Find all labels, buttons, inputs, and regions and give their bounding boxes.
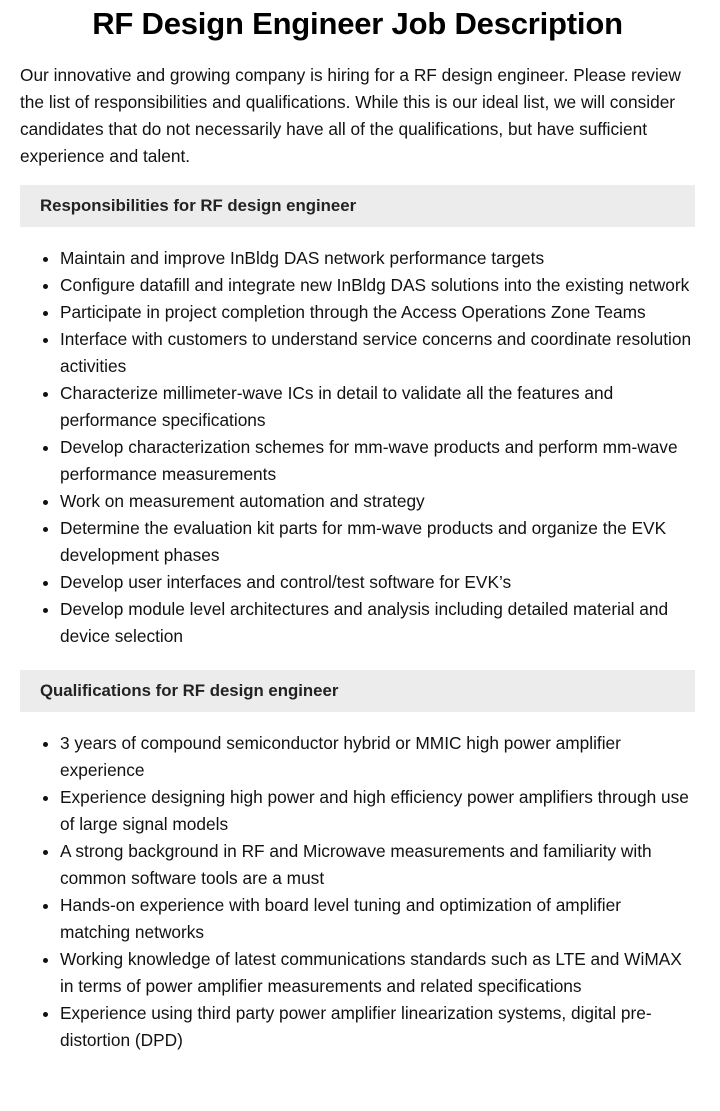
list-item: Experience designing high power and high efficiency power amplifiers through use of large signal models bbox=[60, 784, 695, 838]
list-item: Hands-on experience with board level tuning and optimization of amplifier matching networks bbox=[60, 892, 695, 946]
qualifications-heading: Qualifications for RF design engineer bbox=[20, 670, 695, 712]
list-item: Configure datafill and integrate new InBldg DAS solutions into the existing network bbox=[60, 272, 695, 299]
list-item: Characterize millimeter-wave ICs in detail to validate all the features and performance specifications bbox=[60, 380, 695, 434]
page-title: RF Design Engineer Job Description bbox=[92, 6, 623, 41]
list-item: Work on measurement automation and strategy bbox=[60, 488, 695, 515]
list-item: 3 years of compound semiconductor hybrid or MMIC high power amplifier experience bbox=[60, 730, 695, 784]
list-item: Develop user interfaces and control/test software for EVK’s bbox=[60, 569, 695, 596]
list-item: Experience using third party power amplifier linearization systems, digital pre-distortion (DPD) bbox=[60, 1000, 695, 1054]
list-item: Develop characterization schemes for mm-wave products and perform mm-wave performance measurements bbox=[60, 434, 695, 488]
qualifications-list bbox=[20, 730, 695, 1054]
responsibilities-heading: Responsibilities for RF design engineer bbox=[20, 185, 695, 227]
list-item: Develop module level architectures and analysis including detailed material and device selection bbox=[60, 596, 695, 650]
intro-paragraph: Our innovative and growing company is hiring for a RF design engineer. Please review the list of responsibilities and qualifications. While this is our ideal list, we will consider candidates that do not necessarily have all of the qualifications, but have sufficient experience and talent. bbox=[20, 65, 681, 166]
list-item: Interface with customers to understand service concerns and coordinate resolution activities bbox=[60, 326, 695, 380]
list-item: Determine the evaluation kit parts for mm-wave products and organize the EVK development phases bbox=[60, 515, 695, 569]
list-item: A strong background in RF and Microwave measurements and familiarity with common software tools are a must bbox=[60, 838, 695, 892]
list-item: Working knowledge of latest communications standards such as LTE and WiMAX in terms of power amplifier measurements and related specifications bbox=[60, 946, 695, 1000]
list-item: Maintain and improve InBldg DAS network performance targets bbox=[60, 245, 695, 272]
responsibilities-list bbox=[20, 245, 695, 650]
list-item: Participate in project completion through the Access Operations Zone Teams bbox=[60, 299, 695, 326]
